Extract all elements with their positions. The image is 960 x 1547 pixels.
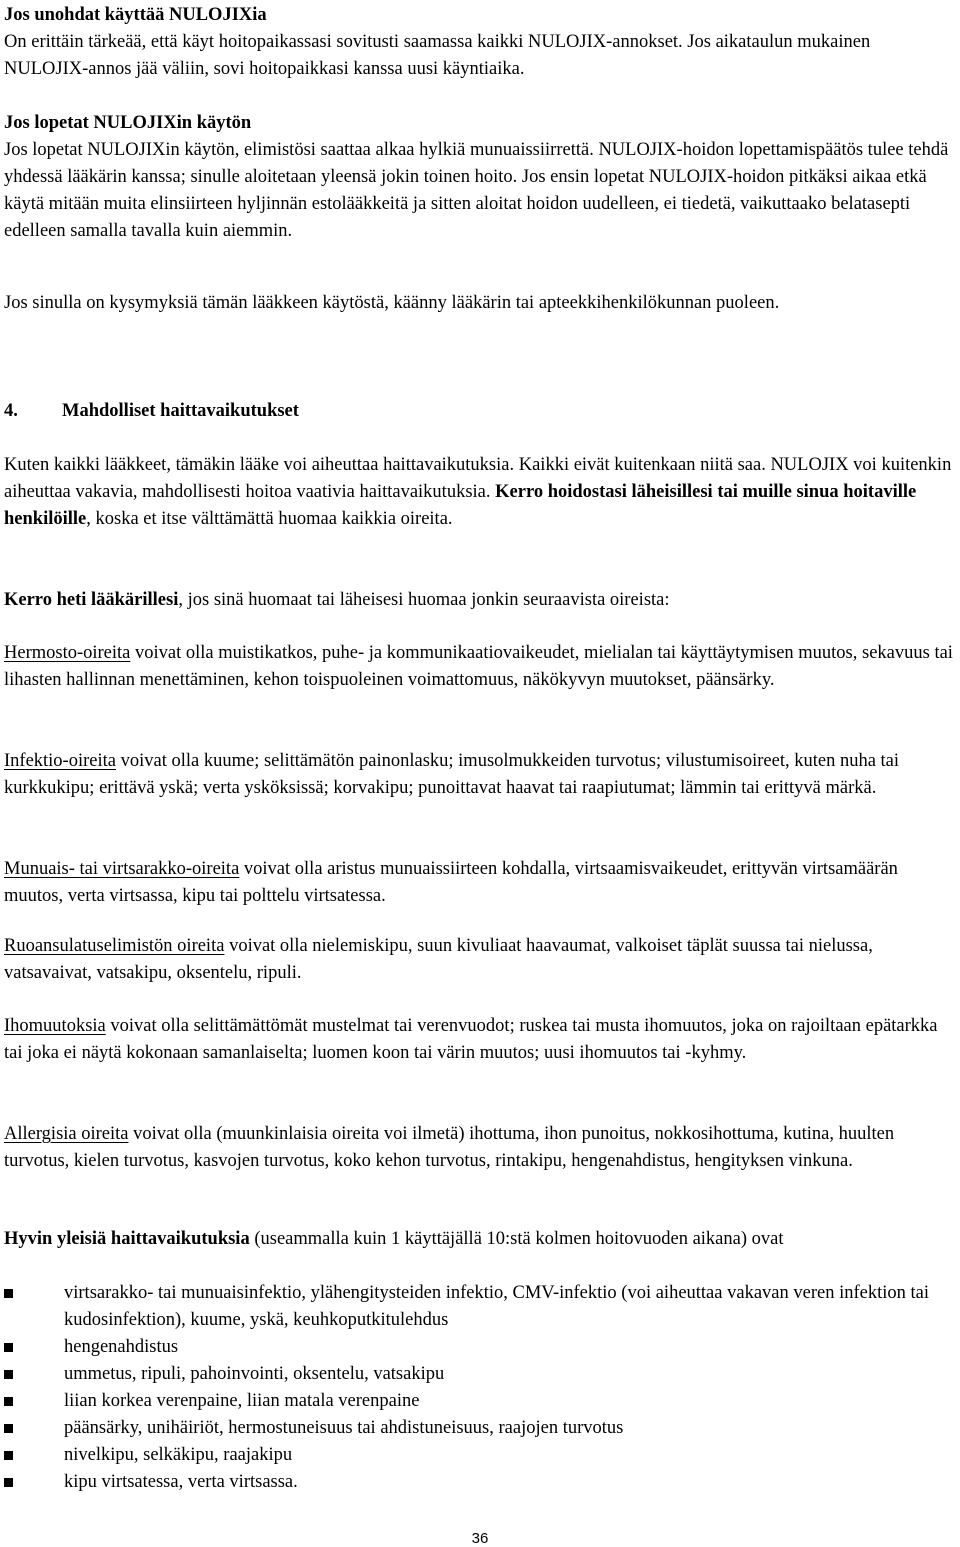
paragraph-side-effects-intro — [4, 452, 959, 533]
paragraph-forget: On erittäin tärkeää, että käyt hoitopaikassasi sovitusti saamassa kaikki NULOJIX-annokset. Jos aikataulun mukainen NULOJIX-annos jää väliin, sovi hoitopaikkasi kanssa uusi käyntiaika. — [4, 32, 871, 79]
section-stop — [4, 110, 959, 245]
list-item: nivelkipu, selkäkipu, raajakipu — [4, 1442, 959, 1469]
section-forget — [4, 2, 959, 83]
list-item: hengenahdistus — [4, 1334, 959, 1361]
tell-bold-text: Kerro hoidostasi läheisillesi tai muille sinua hoitaville henkilöille — [4, 482, 917, 529]
symptom-term: Allergisia oireita — [4, 1124, 129, 1144]
heading-forget: Jos unohdat käyttää NULOJIXia — [4, 5, 267, 25]
symptom-skin — [4, 1013, 959, 1067]
symptom-term: Hermosto-oireita — [4, 643, 131, 663]
symptom-text: voivat olla (muunkinlaisia oireita voi ilmetä) ihottuma, ihon punoitus, nokkosihottuma, kutina, huulten turvotus, kielen turvotus, kasvojen turvotus, koko kehon turvotus, rintakipu, hengenahdistus, hengityksen vinkuna. — [4, 1124, 895, 1171]
page-number: 36 — [471, 1530, 489, 1547]
list-item: kipu virtsatessa, verta virtsassa. — [4, 1469, 959, 1496]
symptom-text: voivat olla selittämättömät mustelmat tai verenvuodot; ruskea tai musta ihomuutos, joka on rajoiltaan epätarkka tai joka ei näytä kokonaan samanlaiselta; luomen koon tai värin muutos; uusi ihomuutos tai -kyhmy. — [4, 1016, 938, 1063]
symptom-nervous — [4, 640, 959, 694]
paragraph-stop: Jos lopetat NULOJIXin käytön, elimistösi saattaa alkaa hylkiä munuaissiirrettä. NULOJIX-hoidon lopettamispäätös tulee tehdä yhdessä lääkärin kanssa; sinulle aloitetaan yleensä jokin toinen hoito. Jos ensin lopetat NULOJIX-hoidon pitkäksi aikaa etkä käytä mitään muita elinsiirteen hyljinnän estolääkkeitä ja sitten aloitat hoidon uudelleen, ei tiedetä, vaikuttaako belatasepti edelleen samalla tavalla kuin aiemmin. — [4, 140, 949, 241]
intro-text: Kuten kaikki lääkkeet, tämäkin lääke voi aiheuttaa haittavaikutuksia. Kaikki eivät kuitenkaan niitä saa. NULOJIX voi kuitenkin aiheuttaa vakavia, mahdollisesti hoitoa vaativia haittavaikutuksia. — [4, 455, 952, 502]
doctor-bold-text: Kerro heti lääkärillesi — [4, 590, 179, 610]
symptom-text: voivat olla nielemiskipu, suun kivuliaat haavaumat, valkoiset täplät suussa tai nielussa, vatsavaivat, vatsakipu, oksentelu, ripuli. — [4, 936, 873, 983]
list-item: virtsarakko- tai munuaisinfektio, ylähengitysteiden infektio, CMV-infektio (voi aiheuttaa vakavan veren infektion tai kudosinfektion), kuume, yskä, keuhkoputkitulehdus — [4, 1280, 959, 1334]
list-item: päänsärky, unihäiriöt, hermostuneisuus tai ahdistuneisuus, raajojen turvotus — [4, 1415, 959, 1442]
bullet-square-icon — [4, 1397, 13, 1406]
symptom-term: Munuais- tai virtsarakko-oireita — [4, 859, 240, 879]
symptom-text: voivat olla aristus munuaissiirteen kohdalla, virtsaamisvaikeudet, erittyvän virtsamäärän muutos, verta virtsassa, kipu tai polttelu virtsatessa. — [4, 859, 898, 906]
symptom-term: Infektio-oireita — [4, 751, 116, 771]
bullet-square-icon — [4, 1289, 13, 1298]
list-item: ummetus, ripuli, pahoinvointi, oksentelu, vatsakipu — [4, 1361, 959, 1388]
symptom-kidney — [4, 856, 959, 910]
symptom-term: Ruoansulatuselimistön oireita — [4, 936, 225, 956]
symptom-text: voivat olla kuume; selittämätön painonlasku; imusolmukkeiden turvotus; vilustumisoireet, kuten nuha tai kurkkukipu; erittävä yskä; verta ysköksissä; korvakipu; punoittavat haavat tai raapiutumat; lämmin tai erittyvä märkä. — [4, 751, 900, 798]
section-heading-side-effects — [4, 398, 299, 425]
very-common-bold: Hyvin yleisiä haittavaikutuksia — [4, 1229, 250, 1249]
bullet-square-icon — [4, 1424, 13, 1433]
bullet-square-icon — [4, 1370, 13, 1379]
bullet-square-icon — [4, 1451, 13, 1460]
list-item: liian korkea verenpaine, liian matala verenpaine — [4, 1388, 959, 1415]
very-common-rest: (useammalla kuin 1 käyttäjällä 10:stä kolmen hoitovuoden aikana) ovat — [249, 1229, 784, 1249]
section-title: Mahdolliset haittavaikutukset — [62, 401, 299, 421]
bullet-square-icon — [4, 1478, 13, 1487]
tell-rest-text: , koska et itse välttämättä huomaa kaikkia oireita. — [86, 509, 453, 529]
symptom-term: Ihomuutoksia — [4, 1016, 106, 1036]
section-number: 4. — [4, 401, 18, 421]
heading-stop: Jos lopetat NULOJIXin käytön — [4, 113, 252, 133]
symptom-digestive — [4, 933, 959, 987]
bullet-square-icon — [4, 1343, 13, 1352]
symptom-infection — [4, 748, 959, 802]
very-common-list — [4, 1280, 959, 1496]
paragraph-very-common — [4, 1226, 959, 1253]
symptom-text: voivat olla muistikatkos, puhe- ja kommunikaatiovaikeudet, mielialan tai käyttäytymisen muutos, sekavuus tai lihasten hallinnan menettäminen, kehon toispuoleinen voimattomuus, näkökyvyn muutokset, päänsärky. — [4, 643, 953, 690]
paragraph-questions: Jos sinulla on kysymyksiä tämän lääkkeen käytöstä, käänny lääkärin tai apteekkihenkilökunnan puoleen. — [4, 293, 780, 313]
doctor-rest-text: , jos sinä huomaat tai läheisesi huomaa jonkin seuraavista oireista: — [178, 590, 670, 610]
paragraph-tell-doctor — [4, 587, 959, 614]
symptom-allergic — [4, 1121, 959, 1175]
